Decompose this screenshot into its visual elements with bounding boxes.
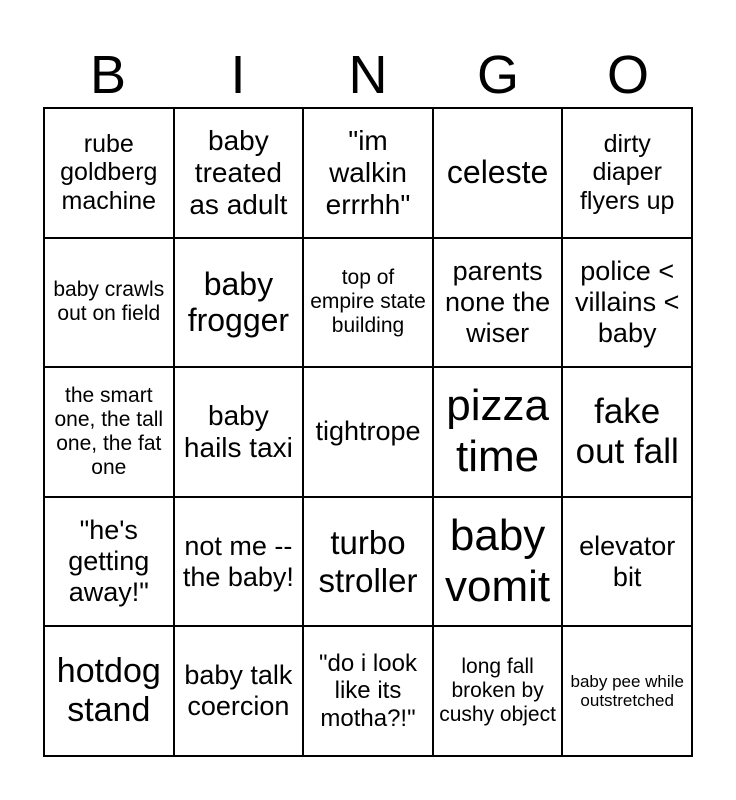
bingo-cell-text: elevator bit [579, 530, 676, 592]
bingo-cell-text: long fall broken by cushy object [439, 654, 556, 727]
bingo-cell-text: rube goldberg machine [60, 129, 158, 216]
bingo-cell[interactable] [303, 626, 433, 756]
bingo-cell[interactable] [44, 626, 174, 756]
bingo-cell[interactable] [303, 367, 433, 497]
bingo-cell[interactable] [562, 108, 692, 238]
bingo-cell[interactable] [174, 108, 304, 238]
bingo-cell-text: dirty diaper flyers up [579, 129, 675, 216]
bingo-cell[interactable] [44, 497, 174, 627]
bingo-cell-text: hotdog stand [56, 652, 161, 730]
bingo-cell[interactable] [303, 108, 433, 238]
bingo-cell[interactable] [562, 497, 692, 627]
bingo-cell[interactable] [562, 238, 692, 368]
bingo-cell[interactable] [303, 238, 433, 368]
header-letter-i: I [230, 45, 246, 105]
bingo-cell[interactable] [433, 626, 563, 756]
bingo-cell-text: "do i look like its motha?!" [319, 649, 417, 732]
bingo-cell-text: the smart one, the tall one, the fat one [54, 383, 164, 480]
bingo-cell[interactable] [303, 497, 433, 627]
bingo-cell[interactable] [174, 497, 304, 627]
bingo-cell[interactable] [433, 367, 563, 497]
bingo-cell[interactable] [44, 108, 174, 238]
bingo-header [43, 44, 693, 106]
bingo-cell-text: fake out fall [575, 391, 679, 471]
bingo-cell-text: pizza time [446, 381, 549, 481]
bingo-card [43, 107, 693, 757]
bingo-cell[interactable] [174, 626, 304, 756]
bingo-cell-text: baby pee while outstretched [570, 671, 684, 711]
bingo-cell[interactable] [433, 497, 563, 627]
bingo-cell-text: parents none the wiser [445, 255, 551, 348]
header-letter-o: O [606, 45, 649, 105]
bingo-cell[interactable] [562, 367, 692, 497]
bingo-cell-text: celeste [446, 154, 549, 191]
header-letter-g: G [476, 45, 519, 105]
bingo-cell[interactable] [44, 367, 174, 497]
bingo-cell-text: "im walkin errrhh" [325, 124, 411, 220]
bingo-cell-text: police < villains < baby [575, 255, 680, 348]
header-letter-n: N [348, 45, 388, 105]
bingo-cell[interactable] [174, 238, 304, 368]
bingo-cell-text: baby treated as adult [189, 124, 288, 220]
bingo-cell[interactable] [174, 367, 304, 497]
bingo-cell[interactable] [433, 108, 563, 238]
bingo-cell[interactable] [433, 238, 563, 368]
header-letter-b: B [89, 45, 127, 105]
bingo-cell-text: baby frogger [187, 265, 290, 339]
bingo-cell-text: baby hails taxi [183, 399, 293, 463]
bingo-cell[interactable] [44, 238, 174, 368]
bingo-cell-text: baby crawls out on field [53, 278, 165, 326]
bingo-cell-text: baby talk coercion [184, 660, 293, 722]
bingo-cell-text: baby vomit [445, 511, 551, 611]
bingo-cell-text: tightrope [315, 416, 421, 447]
bingo-cell[interactable] [562, 626, 692, 756]
bingo-cell-text: top of empire state building [310, 266, 426, 338]
bingo-cell-text: "he's getting away!" [68, 515, 150, 608]
bingo-cell-text: turbo stroller [318, 523, 418, 599]
bingo-cell-text: not me -- the baby! [182, 530, 294, 592]
